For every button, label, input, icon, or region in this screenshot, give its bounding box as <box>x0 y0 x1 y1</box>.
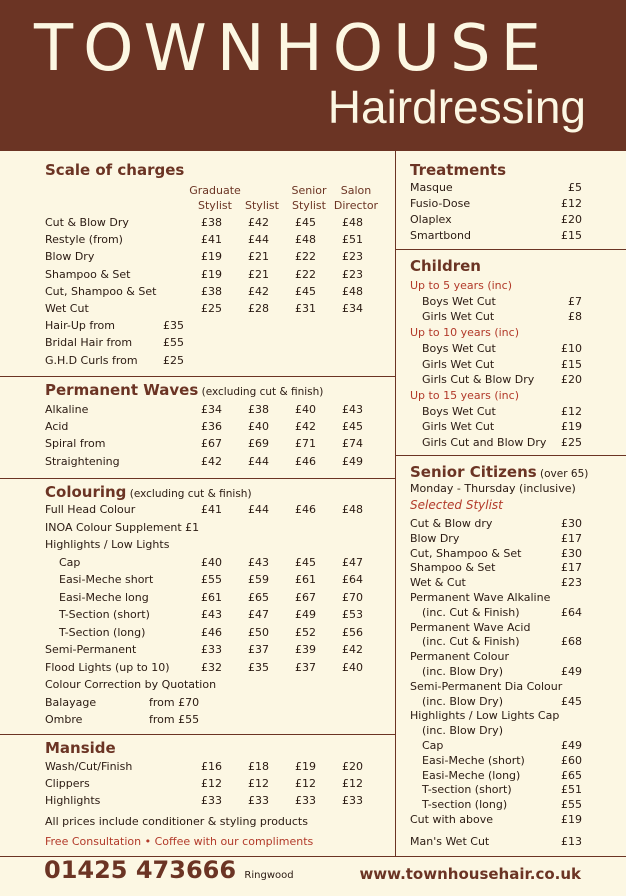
price-cell: £40 <box>248 420 269 434</box>
price-row-label: (inc. Blow Dry) <box>422 694 503 708</box>
price-cell: £61 <box>295 573 316 586</box>
price-cell: £35 <box>248 660 269 674</box>
price-cell: £39 <box>295 643 316 656</box>
price-cell: £47 <box>248 608 269 621</box>
website-link[interactable]: www.townhousehair.co.uk <box>359 865 581 883</box>
section-title-colouring: Colouring (excluding cut & finish) <box>45 483 252 501</box>
price-cell: £23 <box>342 267 363 281</box>
price-row-label: Bridal Hair from <box>45 336 133 350</box>
price-cell: £38 <box>201 216 222 229</box>
price-cell: £23 <box>342 250 363 264</box>
price-row-label: Cut, Shampoo & Set <box>410 546 522 560</box>
price-row-label: Masque <box>410 181 453 194</box>
price-cell: £5 <box>568 181 582 194</box>
price-cell: £48 <box>342 503 363 516</box>
divider <box>0 376 395 377</box>
price-row-label: Cap <box>59 555 81 569</box>
price-row-label: Shampoo & Set <box>410 561 496 575</box>
price-cell: £60 <box>561 753 582 767</box>
price-cell: £12 <box>295 777 316 791</box>
price-cell: £30 <box>561 517 582 530</box>
price-row-label: Permanent Wave Alkaline <box>410 591 551 604</box>
price-cell: from £70 <box>149 695 200 709</box>
price-cell: £33 <box>295 794 316 808</box>
price-row-label: T-Section (short) <box>59 608 150 621</box>
price-cell: £20 <box>561 213 582 226</box>
section-note: (over 65) <box>536 468 589 480</box>
price-cell: £12 <box>561 197 582 210</box>
price-cell: £40 <box>342 660 363 674</box>
price-cell: £40 <box>295 403 316 416</box>
divider <box>0 734 395 735</box>
price-cell: £44 <box>248 233 269 247</box>
price-row-label: Girls Cut and Blow Dry <box>422 436 547 449</box>
price-cell: £42 <box>248 216 269 229</box>
price-row-label: T-Section (long) <box>59 625 146 639</box>
price-row-label: Acid <box>45 420 69 434</box>
price-cell: £42 <box>201 454 222 468</box>
price-row-label: Man's Wet Cut <box>410 835 490 848</box>
age-group-heading: Up to 5 years (inc) <box>410 279 512 292</box>
price-cell: £15 <box>561 229 582 242</box>
price-row-label: Full Head Colour <box>45 503 136 516</box>
price-row-label: Shampoo & Set <box>45 267 131 281</box>
price-cell: £64 <box>342 573 363 586</box>
price-cell: £49 <box>561 739 582 752</box>
price-cell: £42 <box>295 420 316 434</box>
price-cell: £25 <box>201 302 222 315</box>
price-cell: £21 <box>248 267 269 281</box>
price-cell: £51 <box>561 783 582 797</box>
price-cell: £23 <box>561 576 582 590</box>
price-cell: £69 <box>248 437 269 451</box>
price-row-label: T-section (long) <box>422 798 508 812</box>
price-cell: £49 <box>342 454 363 468</box>
price-row-label: Cap <box>422 739 444 752</box>
price-row-label: Highlights <box>45 794 101 808</box>
price-row-label: Blow Dry <box>410 531 460 545</box>
price-row-label: Boys Wet Cut <box>422 404 496 418</box>
phone-number[interactable]: 01425 473666 <box>44 856 237 884</box>
price-row-label: Semi-Permanent <box>45 643 137 656</box>
price-row-label: Boys Wet Cut <box>422 294 496 308</box>
price-row-label: Girls Wet Cut <box>422 357 495 371</box>
price-row-label: Girls Cut & Blow Dry <box>422 373 535 387</box>
price-row-label: Boys Wet Cut <box>422 341 496 355</box>
price-cell: £45 <box>561 694 582 708</box>
price-row-label: Fusio-Dose <box>410 197 471 210</box>
price-row-label: (inc. Blow Dry) <box>422 724 503 738</box>
price-cell: £64 <box>561 605 582 619</box>
price-row-label: (inc. Cut & Finish) <box>422 635 520 649</box>
price-cell: £48 <box>342 284 363 298</box>
section-note: (excluding cut & finish) <box>126 488 252 500</box>
price-cell: £41 <box>201 503 222 516</box>
prices-note: All prices include conditioner & styling products <box>45 815 308 828</box>
price-row-label: Smartbond <box>410 229 471 242</box>
price-cell: £19 <box>295 760 316 773</box>
price-cell: £49 <box>561 665 582 678</box>
section-title-waves: Permanent Waves (excluding cut & finish) <box>45 381 324 399</box>
section-note: (excluding cut & finish) <box>198 386 324 398</box>
age-group-heading: Up to 10 years (inc) <box>410 326 519 340</box>
price-cell: £18 <box>248 760 269 773</box>
price-cell: £71 <box>295 437 316 451</box>
price-row-label: Wet Cut <box>45 302 89 315</box>
price-cell: £19 <box>561 420 582 434</box>
price-cell: £48 <box>342 216 363 229</box>
price-cell: £45 <box>342 420 363 434</box>
price-cell: £32 <box>201 660 222 674</box>
price-row-label: Cut & Blow Dry <box>45 216 129 229</box>
price-cell: £17 <box>561 531 582 545</box>
town-label: Ringwood <box>244 870 294 881</box>
divider <box>0 478 395 479</box>
price-cell: £65 <box>248 590 269 604</box>
price-cell: £38 <box>248 403 269 416</box>
price-cell: £55 <box>163 336 184 350</box>
price-cell: £37 <box>248 643 269 656</box>
price-cell: £56 <box>342 625 363 639</box>
section-title-senior: Senior Citizens (over 65) <box>410 463 589 481</box>
price-row-label: Olaplex <box>410 213 452 226</box>
price-cell: £20 <box>342 760 363 773</box>
price-cell: £12 <box>248 777 269 791</box>
section-title-treatments: Treatments <box>410 161 507 179</box>
column-divider <box>395 151 396 856</box>
price-cell: £55 <box>561 798 582 812</box>
price-row-label: Easi-Meche short <box>59 573 154 586</box>
price-row-label: Easi-Meche (long) <box>422 768 521 782</box>
price-row-label: Flood Lights (up to 10) <box>45 660 170 674</box>
price-cell: from £55 <box>149 713 200 726</box>
price-cell: £70 <box>342 590 363 604</box>
price-row-label: Cut, Shampoo & Set <box>45 284 157 298</box>
price-cell: £49 <box>295 608 316 621</box>
price-row-label: Easi-Meche long <box>59 590 149 604</box>
price-cell: £43 <box>248 555 269 569</box>
price-cell: £51 <box>342 233 363 247</box>
price-cell: £34 <box>201 403 222 416</box>
price-cell: £46 <box>295 454 316 468</box>
price-row-label: Semi-Permanent Dia Colour <box>410 679 563 693</box>
price-row-label: Wet & Cut <box>410 576 466 590</box>
price-cell: £67 <box>201 437 222 451</box>
price-row-label: Balayage <box>45 695 97 709</box>
price-row-label: Cut with above <box>410 813 494 826</box>
price-cell: £65 <box>561 768 582 782</box>
price-row-label: Girls Wet Cut <box>422 310 495 324</box>
section-title-children: Children <box>410 257 481 275</box>
supplement-note: INOA Colour Supplement £1 <box>45 520 200 534</box>
price-row-label: Spiral from <box>45 437 106 451</box>
consultation-note: Free Consultation • Coffee with our compliments <box>45 835 314 848</box>
price-cell: £52 <box>295 625 316 639</box>
price-cell: £28 <box>248 302 269 315</box>
price-cell: £43 <box>342 403 363 416</box>
price-cell: £33 <box>201 794 222 808</box>
senior-days: Monday - Thursday (inclusive) <box>410 482 576 495</box>
section-title-charges: Scale of charges <box>45 161 185 179</box>
price-cell: £45 <box>295 555 316 569</box>
price-cell: £68 <box>561 635 582 649</box>
price-cell: £48 <box>295 233 316 247</box>
price-cell: £17 <box>561 561 582 575</box>
price-row-label: (inc. Blow Dry) <box>422 665 503 678</box>
price-cell: £55 <box>201 573 222 586</box>
footer-phone[interactable] <box>44 856 294 884</box>
price-cell: £12 <box>342 777 363 791</box>
price-row-label: Ombre <box>45 713 83 726</box>
divider <box>395 455 626 456</box>
price-cell: £15 <box>561 357 582 371</box>
selected-stylist: Selected Stylist <box>410 498 503 512</box>
price-row-label: Straightening <box>45 454 120 468</box>
brand-subtitle: Hairdressing <box>327 81 586 133</box>
column-header: Stylist <box>245 199 279 212</box>
column-header: Senior Stylist <box>291 184 327 212</box>
price-cell: £41 <box>201 233 222 247</box>
price-cell: £45 <box>295 284 316 298</box>
price-cell: £45 <box>295 216 316 229</box>
price-cell: £50 <box>248 625 269 639</box>
price-cell: £22 <box>295 267 316 281</box>
age-group-heading: Up to 15 years (inc) <box>410 388 519 402</box>
subgroup-label: Highlights / Low Lights <box>45 538 170 551</box>
price-cell: £8 <box>568 310 582 324</box>
price-cell: £43 <box>201 608 222 621</box>
brand-name: TOWNHOUSE <box>34 12 552 86</box>
price-cell: £31 <box>295 302 316 315</box>
section-title-manside: Manside <box>45 739 116 757</box>
price-cell: £47 <box>342 555 363 569</box>
price-row-label: Cut & Blow dry <box>410 517 493 530</box>
price-cell: £44 <box>248 503 269 516</box>
correction-note: Colour Correction by Quotation <box>45 678 217 691</box>
price-cell: £33 <box>342 794 363 808</box>
price-row-label: (inc. Cut & Finish) <box>422 605 520 619</box>
price-cell: £20 <box>561 373 582 387</box>
price-row-label: Easi-Meche (short) <box>422 753 525 767</box>
price-cell: £33 <box>201 643 222 656</box>
price-cell: £34 <box>342 302 363 315</box>
price-cell: £42 <box>342 643 363 656</box>
price-row-label: Permanent Colour <box>410 650 510 664</box>
price-cell: £42 <box>248 284 269 298</box>
price-row-label: T-section (short) <box>422 783 512 797</box>
price-cell: £13 <box>561 835 582 848</box>
price-row-label: Highlights / Low Lights Cap <box>410 709 560 723</box>
price-cell: £35 <box>163 319 184 333</box>
price-cell: £7 <box>568 294 582 308</box>
price-row-label: Alkaline <box>45 403 89 416</box>
price-cell: £40 <box>201 555 222 569</box>
price-row-label: Hair-Up from <box>45 319 115 333</box>
price-cell: £12 <box>201 777 222 791</box>
price-cell: £74 <box>342 437 363 451</box>
price-cell: £33 <box>248 794 269 808</box>
price-cell: £53 <box>342 608 363 621</box>
price-row-label: G.H.D Curls from <box>45 353 138 367</box>
price-cell: £10 <box>561 341 582 355</box>
price-cell: £37 <box>295 660 316 674</box>
price-row-label: Clippers <box>45 777 90 791</box>
price-cell: £36 <box>201 420 222 434</box>
price-row-label: Permanent Wave Acid <box>410 620 531 634</box>
price-cell: £30 <box>561 546 582 560</box>
price-cell: £44 <box>248 454 269 468</box>
price-row-label: Restyle (from) <box>45 233 123 247</box>
price-cell: £59 <box>248 573 269 586</box>
price-cell: £19 <box>201 250 222 264</box>
price-cell: £16 <box>201 760 222 773</box>
price-row-label: Wash/Cut/Finish <box>45 760 133 773</box>
price-cell: £21 <box>248 250 269 264</box>
price-cell: £25 <box>163 353 184 367</box>
divider <box>395 249 626 250</box>
price-cell: £67 <box>295 590 316 604</box>
price-cell: £38 <box>201 284 222 298</box>
price-cell: £19 <box>201 267 222 281</box>
column-header: Graduate Stylist <box>189 184 241 212</box>
column-header: Salon Director <box>333 184 379 212</box>
price-cell: £61 <box>201 590 222 604</box>
price-cell: £25 <box>561 436 582 449</box>
price-cell: £46 <box>201 625 222 639</box>
price-row-label: Girls Wet Cut <box>422 420 495 434</box>
price-cell: £22 <box>295 250 316 264</box>
price-cell: £46 <box>295 503 316 516</box>
header-banner <box>0 0 626 151</box>
price-cell: £19 <box>561 813 582 826</box>
price-cell: £12 <box>561 404 582 418</box>
price-row-label: Blow Dry <box>45 250 95 264</box>
